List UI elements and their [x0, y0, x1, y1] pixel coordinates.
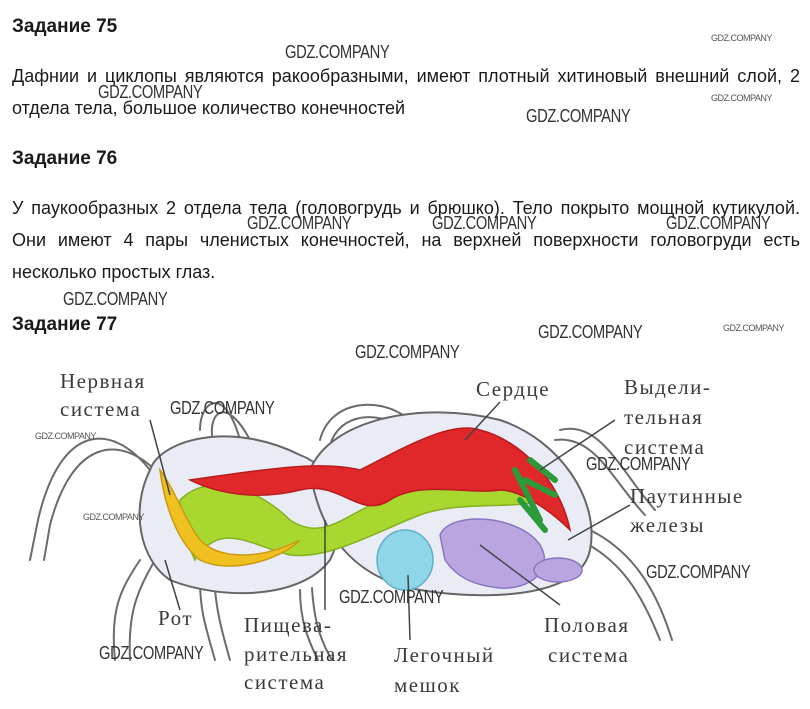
label-reproductive-line2: система — [548, 643, 630, 667]
watermark: GDZ.COMPANY — [247, 213, 352, 233]
task-75-heading: Задание 75 — [12, 16, 118, 37]
watermark: GDZ.COMPANY — [526, 106, 631, 126]
watermark: GDZ.COMPANY — [538, 322, 643, 342]
task-77-heading: Задание 77 — [12, 314, 118, 335]
watermark: GDZ.COMPANY — [355, 342, 460, 362]
watermark: GDZ.COMPANY — [63, 289, 168, 309]
label-heart: Сердце — [476, 377, 551, 401]
watermark: GDZ.COMPANY — [99, 643, 204, 663]
watermark: GDZ.COMPANY — [170, 398, 275, 418]
label-excretory-line2: тельная — [624, 405, 704, 429]
lung-sac — [377, 530, 433, 590]
label-excretory-line1: Выдели- — [624, 375, 712, 399]
label-mouth: Рот — [158, 606, 194, 630]
label-reproductive-line1: Половая — [544, 613, 630, 637]
label-nervous-system-line1: Нервная — [60, 369, 146, 393]
task-75-text: Дафнии и циклопы являются ракообразными, имеют плотный хитиновый внешний слой, 2 отдела тела, большое количество конечностей — [12, 66, 800, 118]
label-nervous-system-line2: система — [60, 397, 142, 421]
watermark: GDZ.COMPANY — [432, 213, 537, 233]
watermark: GDZ.COMPANY — [35, 431, 96, 441]
label-lung-line2: мешок — [394, 673, 461, 697]
watermark: GDZ.COMPANY — [711, 93, 772, 103]
silk-glands — [534, 558, 582, 582]
watermark: GDZ.COMPANY — [586, 454, 691, 474]
label-excretory-line3: система — [624, 435, 706, 459]
label-digestive-line3: система — [244, 670, 326, 694]
label-silk-glands-line1: Паутинные — [630, 484, 744, 508]
watermark: GDZ.COMPANY — [339, 587, 444, 607]
task-76-text: У паукообразных 2 отдела тела (головогрудь и брюшко). Тело покрыто мощной кутикулой. Они имеют 4 пары членистых конечностей, на верхней поверхности головогруди есть несколько простых глаз. — [12, 198, 800, 282]
watermark: GDZ.COMPANY — [646, 562, 751, 582]
watermark: GDZ.COMPANY — [723, 323, 784, 333]
label-digestive-line1: Пищева- — [244, 613, 333, 637]
watermark: GDZ.COMPANY — [711, 33, 772, 43]
label-digestive-line2: рительная — [244, 642, 349, 666]
label-lung-line1: Легочный — [394, 643, 495, 667]
watermark: GDZ.COMPANY — [98, 82, 203, 102]
watermark: GDZ.COMPANY — [666, 213, 771, 233]
watermark: GDZ.COMPANY — [285, 42, 390, 62]
label-silk-glands-line2: железы — [630, 513, 706, 537]
watermark: GDZ.COMPANY — [83, 512, 144, 522]
task-76-heading: Задание 76 — [12, 148, 118, 169]
